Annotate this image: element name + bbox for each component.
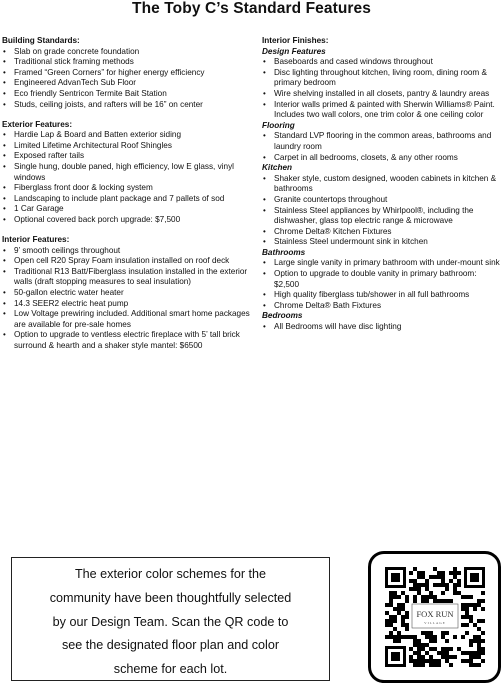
finish-group-label: Flooring — [262, 120, 295, 130]
building-standards-list — [2, 47, 250, 111]
feature-item: • Shaker style, custom designed, wooden cabinets in kitchen & bathrooms — [262, 174, 502, 195]
feature-item: • Hardie Lap & Board and Batten exterior siding — [2, 130, 250, 141]
feature-item: • All Bedrooms will have disc lighting — [262, 322, 502, 333]
feature-item: • High quality fiberglass tub/shower in all full bathrooms — [262, 290, 502, 301]
interior-finishes-heading: Interior Finishes: — [262, 36, 329, 45]
qr-logo-line: FOX RUN — [416, 609, 454, 619]
feature-item: • Chrome Delta® Kitchen Fixtures — [262, 227, 502, 238]
feature-item: • Engineered AdvanTech Sub Floor — [2, 78, 250, 89]
feature-item: • Exposed rafter tails — [2, 151, 250, 162]
building-standards-heading: Building Standards: — [2, 36, 80, 45]
qr-code-card[interactable] — [368, 551, 501, 683]
feature-item: • Single hung, double paned, high efficiency, low E glass, vinyl windows — [2, 162, 250, 183]
feature-item: • Stainless Steel undermount sink in kitchen — [262, 237, 502, 248]
feature-item: • Framed “Green Corners” for higher energy efficiency — [2, 68, 250, 79]
finish-group-label: Kitchen — [262, 163, 293, 173]
exterior-features-list — [2, 130, 250, 225]
qr-code-icon[interactable] — [385, 567, 485, 667]
color-scheme-note — [11, 557, 330, 681]
feature-item: • Carpet in all bedrooms, closets, & any other rooms — [262, 153, 502, 164]
feature-item: • Option to upgrade to ventless electric fireplace with 5’ tall brick surround & hearth and a shaker style mantel: $6500 — [2, 330, 250, 351]
feature-item: • Baseboards and cased windows throughout — [262, 57, 502, 68]
feature-item: • Low Voltage prewiring included. Additional smart home packages are available for pre-sale homes — [2, 309, 250, 330]
feature-item: • Large single vanity in primary bathroom with under-mount sink — [262, 258, 502, 269]
interior-features-list — [2, 246, 250, 352]
qr-logo-line: VILLAGE — [424, 621, 446, 625]
finish-group-list — [262, 258, 502, 311]
feature-item: • Studs, ceiling joists, and rafters will be 16” on center — [2, 100, 250, 111]
finish-group-label: Design Features — [262, 46, 326, 56]
feature-item: • Standard LVP flooring in the common areas, bathrooms and laundry room — [262, 131, 502, 152]
finish-group-list — [262, 174, 502, 248]
note-line: by our Design Team. Scan the QR code to — [52, 614, 289, 629]
finish-group-list — [262, 57, 502, 121]
note-line: The exterior color schemes for the — [74, 567, 267, 581]
interior-features-heading: Interior Features: — [2, 235, 70, 245]
exterior-features-heading: Exterior Features: — [2, 119, 73, 129]
feature-item: • Fiberglass front door & locking system — [2, 183, 250, 194]
feature-item: • Limited Lifetime Architectural Roof Shingles — [2, 141, 250, 152]
feature-item: • Traditional R13 Batt/Fiberglass insulation installed in the exterior walls (draft stopping measures to seal insulation) — [2, 267, 250, 288]
feature-item: • Chrome Delta® Bath Fixtures — [262, 301, 502, 312]
feature-item: • Wire shelving installed in all closets, pantry & laundry areas — [262, 89, 502, 100]
feature-item: • Traditional stick framing methods — [2, 57, 250, 68]
feature-item: • Option to upgrade to double vanity in primary bathroom: $2,500 — [262, 269, 502, 290]
feature-item: • Interior walls primed & painted with Sherwin Williams® Paint. Includes two wall colors, one trim color & one ceiling color — [262, 100, 502, 121]
note-line: community have been thoughtfully selected — [49, 590, 292, 605]
feature-item: • Granite countertops throughout — [262, 195, 502, 206]
feature-item: • Eco friendly Sentricon Termite Bait Station — [2, 89, 250, 100]
note-line: see the designated floor plan and color — [61, 638, 280, 653]
finish-group-label: Bathrooms — [262, 247, 306, 257]
note-line: scheme for each lot. — [113, 662, 228, 677]
feature-item: • 1 Car Garage — [2, 204, 250, 215]
feature-item: • 14.3 SEER2 electric heat pump — [2, 299, 250, 310]
right-column — [262, 36, 502, 333]
page-title: The Toby C’s Standard Features — [132, 0, 371, 17]
feature-item: • Optional covered back porch upgrade: $7,500 — [2, 215, 250, 226]
feature-item: • Stainless Steel appliances by Whirlpool®, including the dishwasher, glass top electric range & microwave — [262, 206, 502, 227]
finish-group-list — [262, 131, 502, 163]
feature-item: • 9’ smooth ceilings throughout — [2, 246, 250, 257]
feature-item: • 50-gallon electric water heater — [2, 288, 250, 299]
finish-groups — [262, 47, 502, 333]
finish-group-label: Bedrooms — [262, 311, 303, 321]
feature-item: • Landscaping to include plant package and 7 pallets of sod — [2, 194, 250, 205]
left-column — [2, 36, 250, 352]
feature-item: • Open cell R20 Spray Foam insulation installed on roof deck — [2, 256, 250, 267]
finish-group-list — [262, 322, 502, 333]
feature-item: • Disc lighting throughout kitchen, living room, dining room & primary bedroom — [262, 68, 502, 89]
feature-item: • Slab on grade concrete foundation — [2, 47, 250, 58]
